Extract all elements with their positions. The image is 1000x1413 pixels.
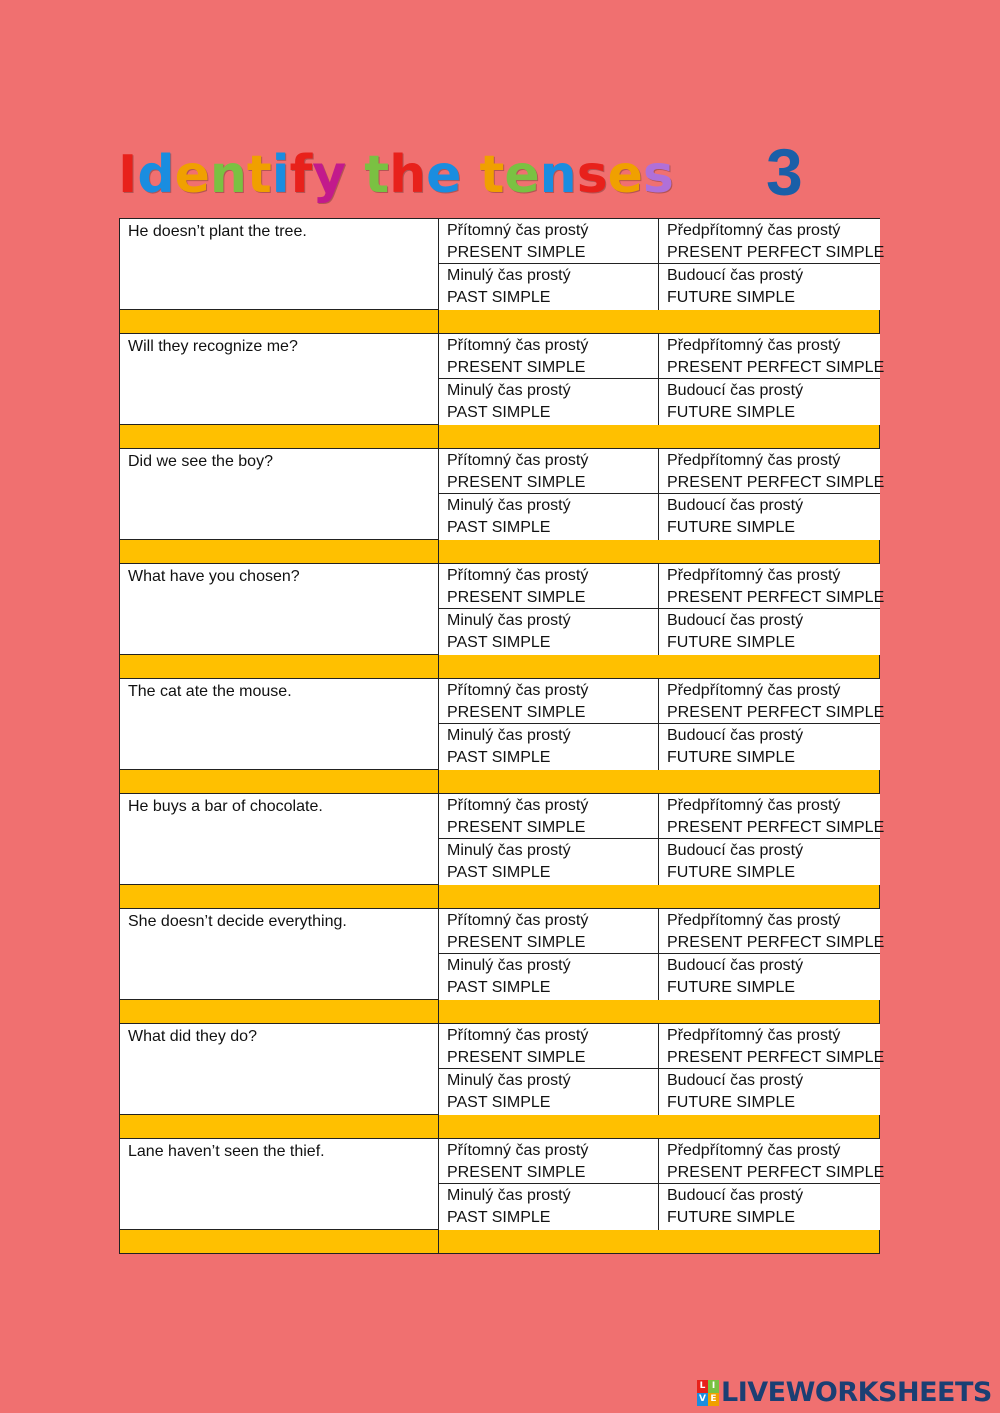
answer-left-cell: [119, 770, 439, 793]
option-czech-label: Minulý čas prostý: [447, 1072, 571, 1089]
option-english-label: FUTURE SIMPLE: [667, 634, 796, 651]
question-sentence: Did we see the boy?: [119, 448, 439, 539]
option-present-perfect-simple[interactable]: [659, 794, 885, 839]
question-block: [119, 563, 885, 678]
worksheet-number: 3: [766, 135, 803, 209]
answer-drop-zone[interactable]: [439, 885, 880, 908]
option-past-simple[interactable]: [439, 1184, 659, 1230]
option-czech-label: Minulý čas prostý: [447, 267, 571, 284]
logo-letter: L: [697, 1380, 708, 1393]
tense-options: [439, 1138, 885, 1229]
logo-letter: V: [697, 1393, 708, 1406]
tense-table: [119, 218, 885, 1254]
option-english-label: PRESENT SIMPLE: [447, 474, 586, 491]
option-english-label: PAST SIMPLE: [447, 864, 551, 881]
option-czech-label: Přítomný čas prostý: [447, 452, 589, 469]
question-block: [119, 218, 885, 333]
question-block: [119, 793, 885, 908]
option-past-simple[interactable]: [439, 379, 659, 425]
option-czech-label: Budoucí čas prostý: [667, 612, 804, 629]
option-english-label: PRESENT SIMPLE: [447, 589, 586, 606]
question-row: [119, 333, 885, 425]
option-english-label: FUTURE SIMPLE: [667, 749, 796, 766]
option-czech-label: Přítomný čas prostý: [447, 682, 589, 699]
answer-drop-zone[interactable]: [439, 655, 880, 678]
option-english-label: FUTURE SIMPLE: [667, 404, 796, 421]
option-english-label: PRESENT PERFECT SIMPLE: [667, 1049, 885, 1066]
answer-left-cell: [119, 1230, 439, 1253]
option-present-perfect-simple[interactable]: [659, 334, 885, 379]
option-english-label: FUTURE SIMPLE: [667, 519, 796, 536]
option-present-simple[interactable]: [439, 564, 659, 609]
option-english-label: PRESENT SIMPLE: [447, 704, 586, 721]
option-czech-label: Předpřítomný čas prostý: [667, 1142, 841, 1159]
option-english-label: PAST SIMPLE: [447, 519, 551, 536]
option-english-label: PRESENT PERFECT SIMPLE: [667, 934, 885, 951]
option-present-simple[interactable]: [439, 1024, 659, 1069]
question-sentence: She doesn’t decide everything.: [119, 908, 439, 999]
title-letter: t: [364, 145, 390, 205]
option-future-simple[interactable]: [659, 494, 880, 540]
option-english-label: PAST SIMPLE: [447, 749, 551, 766]
option-english-label: PRESENT SIMPLE: [447, 934, 586, 951]
option-future-simple[interactable]: [659, 1184, 880, 1230]
question-row: [119, 218, 885, 310]
option-english-label: FUTURE SIMPLE: [667, 864, 796, 881]
option-english-label: PRESENT SIMPLE: [447, 1049, 586, 1066]
option-english-label: FUTURE SIMPLE: [667, 1209, 796, 1226]
option-czech-label: Budoucí čas prostý: [667, 957, 804, 974]
title-letter: n: [209, 145, 247, 205]
option-czech-label: Přítomný čas prostý: [447, 337, 589, 354]
answer-bar: [119, 1115, 880, 1138]
option-czech-label: Minulý čas prostý: [447, 1187, 571, 1204]
title-letter: t: [246, 145, 272, 205]
option-past-simple[interactable]: [439, 609, 659, 655]
option-future-simple[interactable]: [659, 954, 880, 1000]
option-present-simple[interactable]: [439, 1139, 659, 1184]
answer-left-cell: [119, 885, 439, 908]
option-czech-label: Budoucí čas prostý: [667, 727, 804, 744]
option-czech-label: Předpřítomný čas prostý: [667, 912, 841, 929]
answer-bar: [119, 1000, 880, 1023]
liveworksheets-logo-icon: [697, 1380, 719, 1406]
answer-left-cell: [119, 1115, 439, 1138]
title-letter: f: [289, 145, 313, 205]
option-english-label: FUTURE SIMPLE: [667, 1094, 796, 1111]
option-english-label: PRESENT PERFECT SIMPLE: [667, 359, 885, 376]
option-present-perfect-simple[interactable]: [659, 909, 885, 954]
option-czech-label: Budoucí čas prostý: [667, 382, 804, 399]
title-letter: i: [271, 145, 290, 205]
option-present-perfect-simple[interactable]: [659, 449, 885, 494]
option-present-perfect-simple[interactable]: [659, 1024, 885, 1069]
answer-bar: [119, 770, 880, 793]
tense-options: [439, 448, 885, 539]
option-czech-label: Předpřítomný čas prostý: [667, 1027, 841, 1044]
title-letter: e: [607, 145, 643, 205]
answer-bar: [119, 540, 880, 563]
answer-bar: [119, 425, 880, 448]
option-czech-label: Minulý čas prostý: [447, 727, 571, 744]
answer-drop-zone[interactable]: [439, 1230, 880, 1253]
answer-left-cell: [119, 1000, 439, 1023]
answer-bar: [119, 1230, 880, 1254]
title-letter: s: [576, 145, 608, 205]
question-row: [119, 1138, 885, 1230]
option-czech-label: Předpřítomný čas prostý: [667, 682, 841, 699]
option-past-simple[interactable]: [439, 494, 659, 540]
option-czech-label: Přítomný čas prostý: [447, 222, 589, 239]
title-letter: y: [312, 145, 347, 205]
answer-bar: [119, 655, 880, 678]
answer-drop-zone[interactable]: [439, 310, 880, 333]
option-english-label: PRESENT PERFECT SIMPLE: [667, 704, 885, 721]
option-czech-label: Předpřítomný čas prostý: [667, 222, 841, 239]
option-english-label: PAST SIMPLE: [447, 979, 551, 996]
tense-options: [439, 1023, 885, 1114]
option-czech-label: Přítomný čas prostý: [447, 1027, 589, 1044]
question-block: [119, 908, 885, 1023]
answer-drop-zone[interactable]: [439, 425, 880, 448]
question-block: [119, 448, 885, 563]
question-block: [119, 333, 885, 448]
question-row: [119, 908, 885, 1000]
title-letter: [461, 145, 479, 205]
option-czech-label: Předpřítomný čas prostý: [667, 452, 841, 469]
logo-letter: I: [708, 1380, 719, 1393]
question-row: [119, 563, 885, 655]
option-future-simple[interactable]: [659, 1069, 880, 1115]
option-czech-label: Předpřítomný čas prostý: [667, 337, 841, 354]
answer-left-cell: [119, 540, 439, 563]
option-present-simple[interactable]: [439, 219, 659, 264]
option-present-simple[interactable]: [439, 334, 659, 379]
question-block: [119, 1138, 885, 1254]
question-row: [119, 793, 885, 885]
title-letter: e: [504, 145, 540, 205]
option-present-perfect-simple[interactable]: [659, 564, 885, 609]
option-present-perfect-simple[interactable]: [659, 679, 885, 724]
answer-drop-zone[interactable]: [439, 770, 880, 793]
option-english-label: PRESENT PERFECT SIMPLE: [667, 1164, 885, 1181]
option-english-label: PAST SIMPLE: [447, 634, 551, 651]
tense-options: [439, 333, 885, 424]
option-english-label: PAST SIMPLE: [447, 289, 551, 306]
answer-left-cell: [119, 655, 439, 678]
option-english-label: PAST SIMPLE: [447, 404, 551, 421]
question-sentence: Will they recognize me?: [119, 333, 439, 424]
tense-options: [439, 563, 885, 654]
logo-letter: E: [708, 1393, 719, 1406]
option-czech-label: Přítomný čas prostý: [447, 912, 589, 929]
option-czech-label: Předpřítomný čas prostý: [667, 567, 841, 584]
question-sentence: He doesn’t plant the tree.: [119, 218, 439, 309]
option-czech-label: Minulý čas prostý: [447, 382, 571, 399]
title-letter: e: [174, 145, 210, 205]
option-english-label: PRESENT PERFECT SIMPLE: [667, 244, 885, 261]
option-present-simple[interactable]: [439, 679, 659, 724]
option-english-label: PRESENT SIMPLE: [447, 819, 586, 836]
option-present-simple[interactable]: [439, 449, 659, 494]
option-present-perfect-simple[interactable]: [659, 219, 885, 264]
title-letter: n: [539, 145, 577, 205]
option-english-label: FUTURE SIMPLE: [667, 289, 796, 306]
tense-options: [439, 793, 885, 884]
question-sentence: What did they do?: [119, 1023, 439, 1114]
title-letter: h: [389, 145, 427, 205]
option-english-label: PAST SIMPLE: [447, 1094, 551, 1111]
title-letter: I: [118, 145, 138, 205]
option-past-simple[interactable]: [439, 839, 659, 885]
worksheet-title: [118, 140, 674, 210]
question-block: [119, 1023, 885, 1138]
liveworksheets-brand: [697, 1378, 992, 1408]
question-sentence: He buys a bar of chocolate.: [119, 793, 439, 884]
question-row: [119, 448, 885, 540]
option-czech-label: Budoucí čas prostý: [667, 1072, 804, 1089]
option-czech-label: Přítomný čas prostý: [447, 797, 589, 814]
option-english-label: PRESENT PERFECT SIMPLE: [667, 474, 885, 491]
option-english-label: FUTURE SIMPLE: [667, 979, 796, 996]
answer-bar: [119, 885, 880, 908]
option-czech-label: Minulý čas prostý: [447, 612, 571, 629]
option-future-simple[interactable]: [659, 839, 880, 885]
option-czech-label: Budoucí čas prostý: [667, 267, 804, 284]
tense-options: [439, 218, 885, 309]
question-sentence: What have you chosen?: [119, 563, 439, 654]
option-future-simple[interactable]: [659, 609, 880, 655]
option-past-simple[interactable]: [439, 264, 659, 310]
question-sentence: Lane haven’t seen the thief.: [119, 1138, 439, 1229]
option-english-label: PRESENT PERFECT SIMPLE: [667, 589, 885, 606]
option-english-label: PRESENT PERFECT SIMPLE: [667, 819, 885, 836]
answer-left-cell: [119, 310, 439, 333]
option-future-simple[interactable]: [659, 724, 880, 770]
question-sentence: The cat ate the mouse.: [119, 678, 439, 769]
option-czech-label: Budoucí čas prostý: [667, 497, 804, 514]
title-letter: t: [479, 145, 505, 205]
option-czech-label: Minulý čas prostý: [447, 842, 571, 859]
brand-text: LIVEWORKSHEETS: [721, 1377, 992, 1408]
option-past-simple[interactable]: [439, 724, 659, 770]
answer-left-cell: [119, 425, 439, 448]
question-row: [119, 1023, 885, 1115]
question-block: [119, 678, 885, 793]
option-czech-label: Předpřítomný čas prostý: [667, 797, 841, 814]
answer-drop-zone[interactable]: [439, 1000, 880, 1023]
title-letter: s: [642, 145, 674, 205]
option-future-simple[interactable]: [659, 379, 880, 425]
option-czech-label: Budoucí čas prostý: [667, 842, 804, 859]
option-english-label: PRESENT SIMPLE: [447, 359, 586, 376]
option-czech-label: Minulý čas prostý: [447, 957, 571, 974]
tense-options: [439, 678, 885, 769]
option-past-simple[interactable]: [439, 1069, 659, 1115]
option-english-label: PRESENT SIMPLE: [447, 244, 586, 261]
option-czech-label: Přítomný čas prostý: [447, 567, 589, 584]
title-letter: e: [426, 145, 462, 205]
answer-bar: [119, 310, 880, 333]
answer-drop-zone[interactable]: [439, 1115, 880, 1138]
option-english-label: PRESENT SIMPLE: [447, 1164, 586, 1181]
option-czech-label: Minulý čas prostý: [447, 497, 571, 514]
option-present-perfect-simple[interactable]: [659, 1139, 885, 1184]
option-present-simple[interactable]: [439, 909, 659, 954]
option-present-simple[interactable]: [439, 794, 659, 839]
option-future-simple[interactable]: [659, 264, 880, 310]
question-row: [119, 678, 885, 770]
answer-drop-zone[interactable]: [439, 540, 880, 563]
option-english-label: PAST SIMPLE: [447, 1209, 551, 1226]
title-letter: [346, 145, 364, 205]
title-letter: d: [137, 145, 175, 205]
option-past-simple[interactable]: [439, 954, 659, 1000]
option-czech-label: Budoucí čas prostý: [667, 1187, 804, 1204]
option-czech-label: Přítomný čas prostý: [447, 1142, 589, 1159]
tense-options: [439, 908, 885, 999]
